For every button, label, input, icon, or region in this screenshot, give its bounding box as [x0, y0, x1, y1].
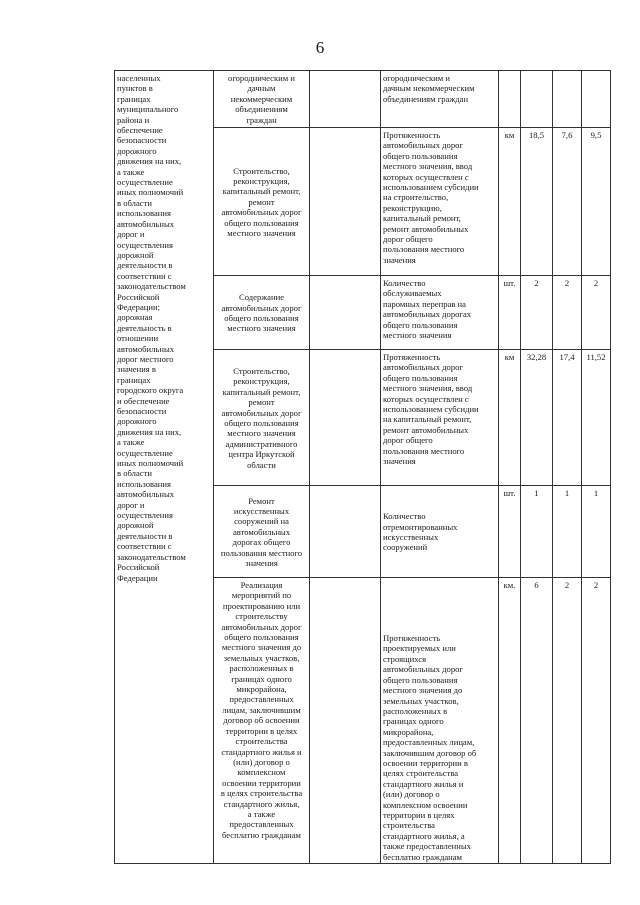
page-number: 6 [315, 38, 325, 57]
table-row [115, 71, 611, 128]
unit-cell: км. [499, 578, 521, 864]
value-cell: 7,6 [553, 128, 582, 276]
value-cell: 2 [553, 276, 582, 350]
activity-cell: Ремонт искусственных сооружений на автомобильных дорогах общего пользования местного значения [214, 486, 310, 578]
value-cell: 2 [521, 276, 553, 350]
unit-cell [499, 71, 521, 128]
unit-cell: км [499, 350, 521, 486]
value-cell: 11,52 [582, 350, 611, 486]
empty-cell [310, 350, 381, 486]
activity-cell: огородническим и дачным некоммерческим объединениям граждан [214, 71, 310, 128]
activity-cell: Строительство, реконструкция, капитальный ремонт, ремонт автомобильных дорог общего пользования местного значения административного центра Иркутской области [214, 350, 310, 486]
value-cell: 9,5 [582, 128, 611, 276]
value-cell: 1 [521, 486, 553, 578]
unit-cell: шт. [499, 486, 521, 578]
indicator-cell: Протяженность автомобильных дорог общего пользования местного значения, ввод которых осуществлен с использованием субсидии на капитальный ремонт, ремонт автомобильных дорог общего пользования местного значения [381, 350, 499, 486]
empty-cell [310, 276, 381, 350]
indicator-cell: огородническим и дачным некоммерческим объединениям граждан [381, 71, 499, 128]
value-cell: 1 [582, 486, 611, 578]
value-cell: 1 [553, 486, 582, 578]
value-cell: 18,5 [521, 128, 553, 276]
value-cell [582, 71, 611, 128]
value-cell: 32,28 [521, 350, 553, 486]
indicator-cell: Протяженность проектируемых или строящихся автомобильных дорог общего пользования местного значения до земельных участков, расположенных в границах одного микрорайона, предоставленных лицам, заключившим договор об освоении территории в целях строительства стандартного жилья и (или) договор о комплексном освоении территории в целях строительства стандартного жилья, а также предоставленных бесплатно гражданам [381, 578, 499, 864]
indicator-cell: Количество отремонтированных искусственных сооружений [381, 486, 499, 578]
value-cell: 17,4 [553, 350, 582, 486]
activity-cell: Реализация мероприятий по проектированию или строительству автомобильных дорог общего пользования местного значения до земельных участков, расположенных в границах одного микрорайона, предоставленных лицам, заключившим договор об освоении территории в целях строительства стандартного жилья и (или) договор о комплексном освоении территории в целях строительства стандартного жилья, а также предоставленных бесплатно гражданам [214, 578, 310, 864]
empty-cell [310, 71, 381, 128]
value-cell [553, 71, 582, 128]
indicator-cell: Количество обслуживаемых паромных переправ на автомобильных дорогах общего пользования местного значения [381, 276, 499, 350]
value-cell: 2 [582, 578, 611, 864]
value-cell: 2 [582, 276, 611, 350]
activity-cell: Содержание автомобильных дорог общего пользования местного значения [214, 276, 310, 350]
competence-text: населенных пунктов в границах муниципального района и обеспечение безопасности дорожного движения на них, а также осуществление иных полномочий в области использования автомобильных дорог и осуществления дорожной деятельности в соответствии с законодательством Российской Федерации; дорожная деятельность в отношении автомобильных дорог местного значения в границах городского округа и обеспечение безопасности дорожного движения на них, а также осуществление иных полномочий в области использования автомобильных дорог и осуществления дорожной деятельности в соответствии с законодательством Российской Федерации [115, 71, 214, 864]
value-cell [521, 71, 553, 128]
unit-cell: шт. [499, 276, 521, 350]
value-cell: 2 [553, 578, 582, 864]
value-cell: 6 [521, 578, 553, 864]
indicator-cell: Протяженность автомобильных дорог общего пользования местного значения, ввод которых осуществлен с использованием субсидии на строительство, реконструкцию, капитальный ремонт, ремонт автомобильных дорог общего пользования местного значения [381, 128, 499, 276]
empty-cell [310, 578, 381, 864]
unit-cell: км [499, 128, 521, 276]
indicators-table [114, 70, 611, 864]
empty-cell [310, 128, 381, 276]
activity-cell: Строительство, реконструкция, капитальный ремонт, ремонт автомобильных дорог общего пользования местного значения [214, 128, 310, 276]
empty-cell [310, 486, 381, 578]
